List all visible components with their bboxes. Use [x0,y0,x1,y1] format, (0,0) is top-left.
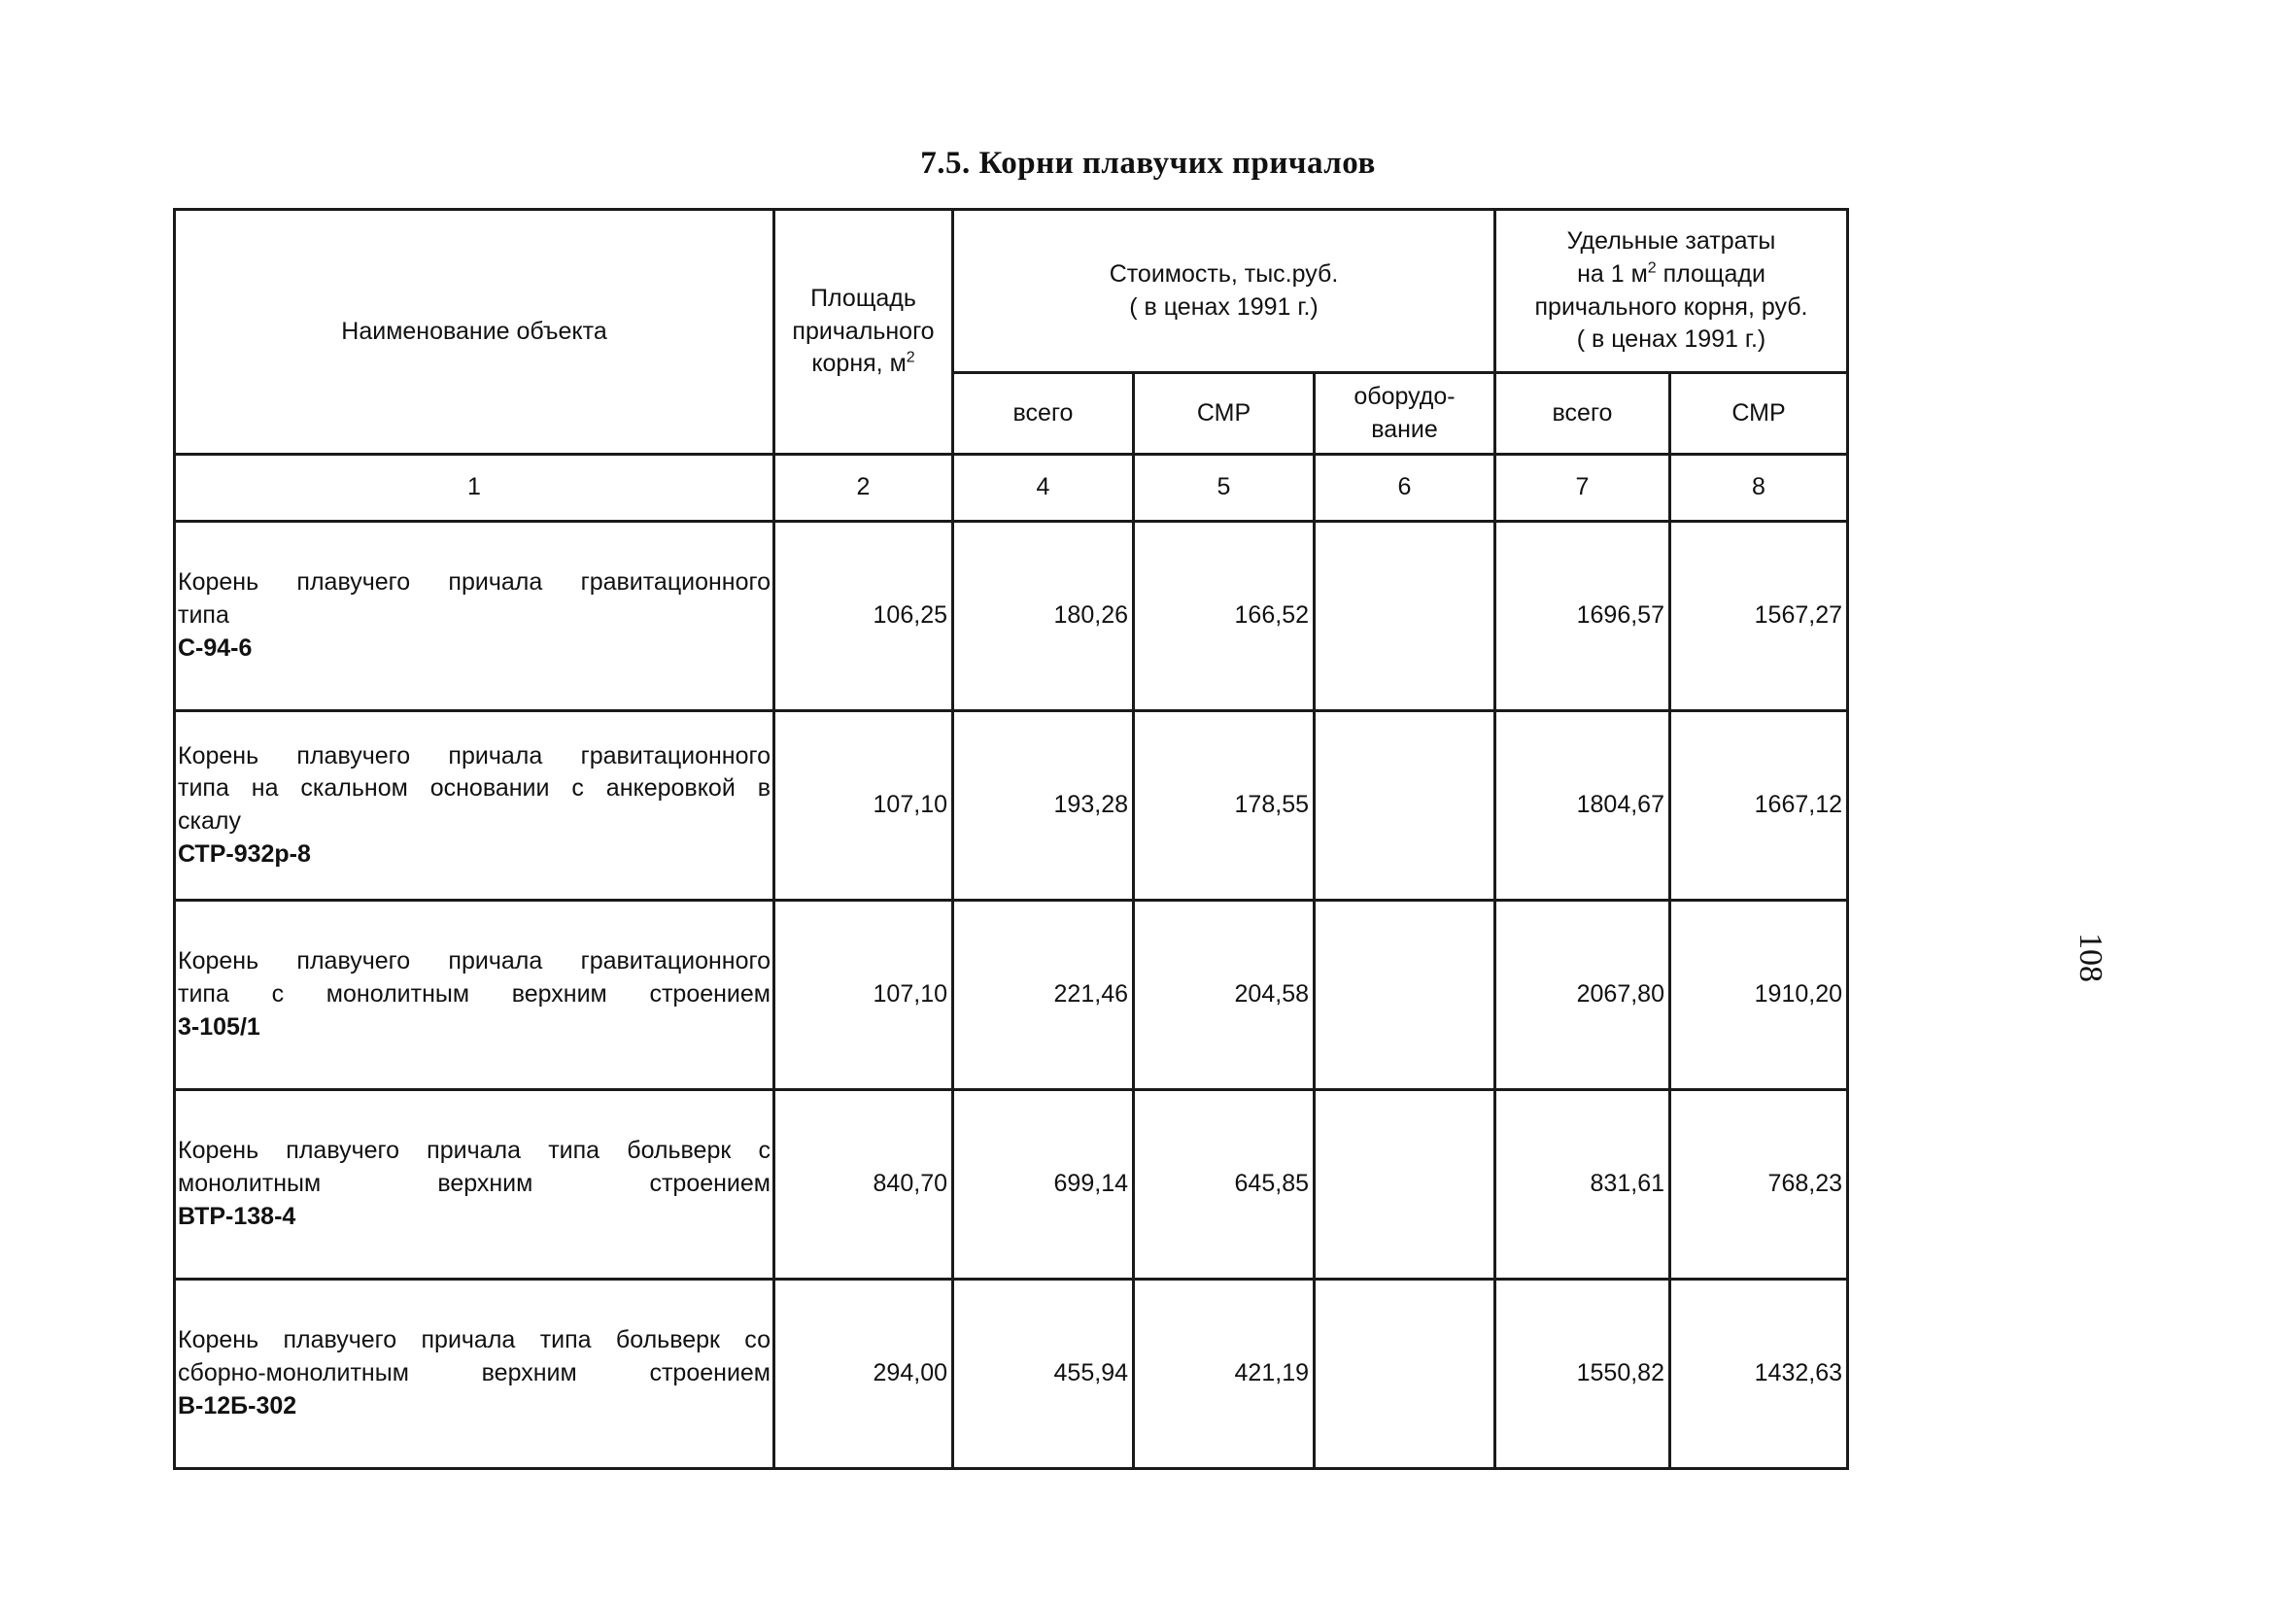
object-code: 3-105/1 [178,1012,260,1041]
cost-smr-value: 178,55 [1134,711,1315,901]
specific-smr-value: 768,23 [1670,1090,1848,1280]
area-value: 107,10 [774,901,953,1090]
subheader-cost-total: всего [953,373,1134,455]
table-row [175,901,1848,1090]
object-name-cell: Корень плавучего причала типа больверк со сборно-монолитным верхним строением В-12Б-302 [175,1280,774,1469]
table-row [175,711,1848,901]
cost-equipment-value [1315,901,1495,1090]
specific-total-value: 1696,57 [1495,522,1670,711]
object-name-cell: Корень плавучего причала типа больверк с монолитным верхним строением ВТР-138-4 [175,1090,774,1280]
subheader-cost-equipment: оборудо- вание [1315,373,1495,455]
header-area-column: Площадь причального корня, $м^2$ [774,210,953,455]
area-value: 107,10 [774,711,953,901]
header-name-column: Наименование объекта [175,210,774,455]
cost-total-value: 180,26 [953,522,1134,711]
area-value: 294,00 [774,1280,953,1469]
object-code: В-12Б-302 [178,1391,297,1419]
page-number: 108 [2073,933,2108,982]
cost-total-value: 699,14 [953,1090,1134,1280]
cost-equipment-value [1315,1090,1495,1280]
column-number: 7 [1495,455,1670,522]
object-code: СТР-932р-8 [178,839,311,868]
table-row [175,1280,1848,1469]
specific-smr-value: 1667,12 [1670,711,1848,901]
specific-total-value: 831,61 [1495,1090,1670,1280]
subheader-specific-total: всего [1495,373,1670,455]
page-title: 7.5. Корни плавучих причалов [920,146,1376,181]
specific-smr-value: 1432,63 [1670,1280,1848,1469]
column-number: 8 [1670,455,1848,522]
area-value: 106,25 [774,522,953,711]
table-row [175,1090,1848,1280]
cost-equipment-value [1315,1280,1495,1469]
cost-smr-value: 204,58 [1134,901,1315,1090]
specific-total-value: 2067,80 [1495,901,1670,1090]
specific-total-value: 1804,67 [1495,711,1670,901]
cost-equipment-value [1315,522,1495,711]
cost-total-value: 455,94 [953,1280,1134,1469]
header-specific-cost-group: Удельные затраты на 1 $м^2$ площади причального корня, руб. ( в ценах 1991 г.) [1495,210,1848,373]
column-number: 1 [175,455,774,522]
column-number: 5 [1134,455,1315,522]
object-code: С-94-6 [178,633,253,662]
specific-smr-value: 1910,20 [1670,901,1848,1090]
column-number: 4 [953,455,1134,522]
specific-smr-value: 1567,27 [1670,522,1848,711]
subheader-specific-smr: СМР [1670,373,1848,455]
object-name-cell: Корень плавучего причала гравитационного типа на скальном основании с анкеровкой в скалу СТР-932р-8 [175,711,774,901]
specific-total-value: 1550,82 [1495,1280,1670,1469]
cost-table [173,208,1849,1470]
object-name-cell: Корень плавучего причала гравитационного типа с монолитным верхним строением 3-105/1 [175,901,774,1090]
area-value: 840,70 [774,1090,953,1280]
header-cost-group: Стоимость, тыс.руб. ( в ценах 1991 г.) [953,210,1495,373]
cost-equipment-value [1315,711,1495,901]
cost-smr-value: 421,19 [1134,1280,1315,1469]
cost-smr-value: 166,52 [1134,522,1315,711]
column-number: 6 [1315,455,1495,522]
cost-total-value: 221,46 [953,901,1134,1090]
column-number-row [175,455,1848,522]
table-row [175,522,1848,711]
subheader-cost-smr: СМР [1134,373,1315,455]
column-number: 2 [774,455,953,522]
cost-total-value: 193,28 [953,711,1134,901]
cost-smr-value: 645,85 [1134,1090,1315,1280]
object-code: ВТР-138-4 [178,1202,296,1230]
object-name-cell: Корень плавучего причала гравитационного типа С-94-6 [175,522,774,711]
